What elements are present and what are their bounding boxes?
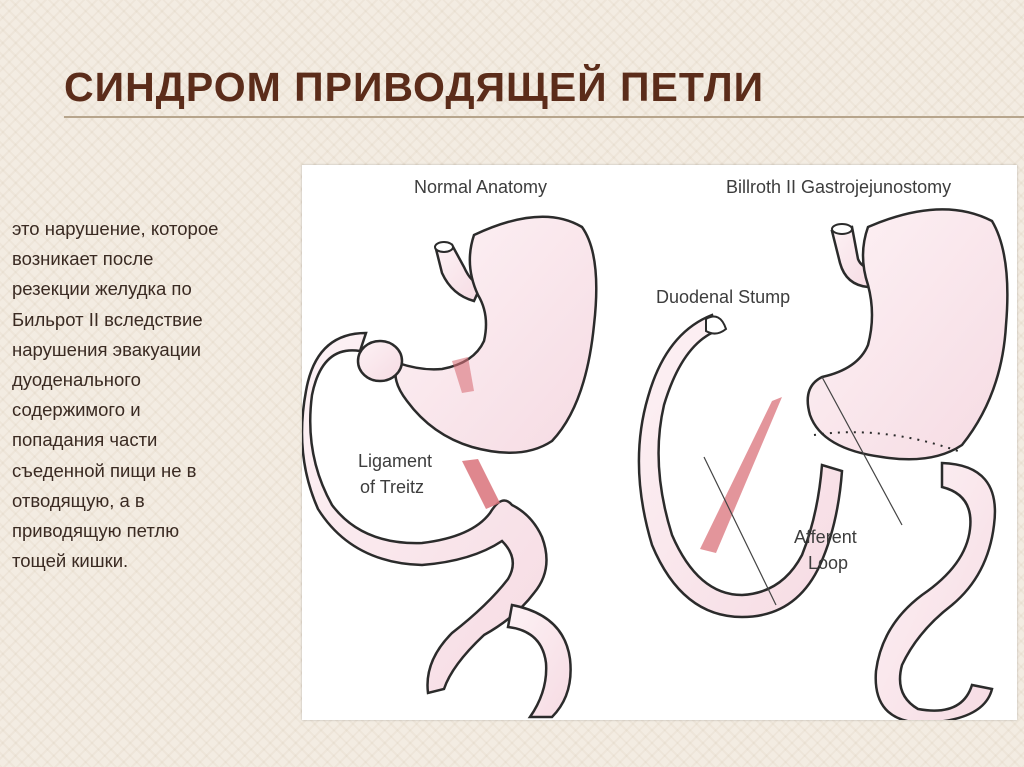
slide-title: СИНДРОМ ПРИВОДЯЩЕЙ ПЕТЛИ <box>64 64 765 110</box>
normal-anatomy-drawing <box>302 217 596 717</box>
label-afferent: Afferent <box>794 527 857 547</box>
definition-text: это нарушение, которое возникает после резекции желудка по Бильрот II вследствие нарушения эвакуации дуоденального содержимого и попадания части съеденной пищи не в отводящую, а в приводящую петлю тощей кишки. <box>12 218 219 572</box>
efferent-loop <box>876 463 995 720</box>
label-loop: Loop <box>808 553 849 573</box>
esophagus-opening-right <box>832 224 852 234</box>
duodenal-stump <box>706 317 726 334</box>
pylorus-left <box>358 341 402 381</box>
label-billroth-ii: Billroth II Gastrojejunostomy <box>726 177 952 197</box>
label-ligament: Ligament <box>358 451 433 471</box>
anatomy-svg <box>302 165 1017 720</box>
anatomy-illustration <box>302 165 1017 720</box>
stomach-left <box>395 217 596 453</box>
label-of-treitz: of Treitz <box>360 477 425 497</box>
esophagus-opening-left <box>435 242 453 252</box>
ligament-of-treitz <box>462 459 500 509</box>
billroth-ii-drawing <box>639 209 1007 720</box>
jejunum-left <box>508 605 571 717</box>
label-duodenal-stump: Duodenal Stump <box>656 287 791 307</box>
title-divider <box>64 116 1024 118</box>
label-normal-anatomy: Normal Anatomy <box>414 177 548 197</box>
